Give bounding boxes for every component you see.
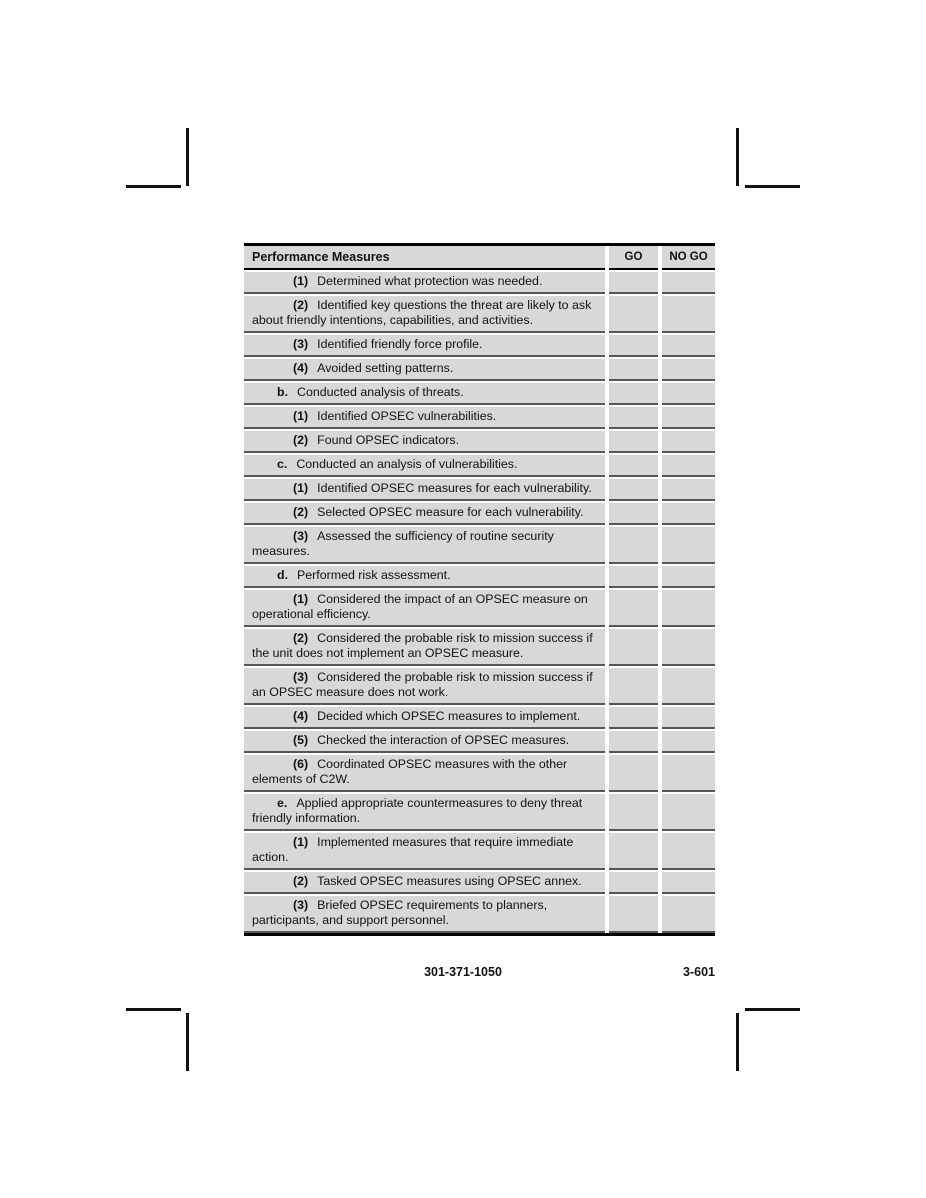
measure-text: Considered the probable risk to mission success if an OPSEC measure does not work. — [252, 670, 593, 699]
table-row — [244, 455, 715, 477]
measure-cell — [244, 629, 605, 666]
measure-text: Implemented measures that require immediate action. — [252, 835, 574, 864]
measure-cell — [244, 707, 605, 729]
measure-text: Identified key questions the threat are likely to ask about friendly intentions, capabilities, and activities. — [252, 298, 592, 327]
no-go-cell — [662, 872, 715, 894]
measure-text: Considered the probable risk to mission success if the unit does not implement an OPSEC measure. — [252, 631, 593, 660]
measure-prefix: (3) — [293, 670, 309, 684]
measure-text: Identified friendly force profile. — [317, 337, 483, 351]
measure-prefix: (1) — [293, 592, 309, 606]
no-go-cell — [662, 629, 715, 666]
table-row — [244, 359, 715, 381]
no-go-cell — [662, 794, 715, 831]
no-go-cell — [662, 527, 715, 564]
measure-text: Selected OPSEC measure for each vulnerability. — [317, 505, 584, 519]
go-cell — [609, 359, 658, 381]
measure-cell — [244, 383, 605, 405]
table-row — [244, 731, 715, 753]
measure-cell — [244, 479, 605, 501]
no-go-cell — [662, 272, 715, 294]
measure-cell — [244, 755, 605, 792]
measure-cell — [244, 503, 605, 525]
go-cell — [609, 755, 658, 792]
measure-prefix: b. — [277, 385, 289, 399]
measure-text: Identified OPSEC measures for each vulnerability. — [317, 481, 592, 495]
measure-prefix: (2) — [293, 874, 309, 888]
measure-cell — [244, 668, 605, 705]
measure-text: Avoided setting patterns. — [317, 361, 454, 375]
table-row — [244, 668, 715, 705]
measure-prefix: (1) — [293, 481, 309, 495]
measure-text: Determined what protection was needed. — [317, 274, 543, 288]
go-cell — [609, 407, 658, 429]
header-measures-label: Performance Measures — [244, 246, 605, 270]
crop-mark-top-left-horizontal — [126, 185, 181, 188]
measure-prefix: (6) — [293, 757, 309, 771]
go-cell — [609, 896, 658, 933]
measure-prefix: (4) — [293, 361, 309, 375]
table-row — [244, 794, 715, 831]
measure-text: Identified OPSEC vulnerabilities. — [317, 409, 497, 423]
no-go-cell — [662, 431, 715, 453]
measure-prefix: (5) — [293, 733, 309, 747]
table-row — [244, 707, 715, 729]
measure-prefix: (3) — [293, 529, 309, 543]
measure-text: Applied appropriate countermeasures to deny threat friendly information. — [252, 796, 583, 825]
table-row — [244, 590, 715, 627]
performance-measures-table — [244, 243, 715, 936]
table-row — [244, 479, 715, 501]
no-go-cell — [662, 755, 715, 792]
no-go-cell — [662, 455, 715, 477]
measure-prefix: d. — [277, 568, 289, 582]
table-row — [244, 872, 715, 894]
table-row — [244, 503, 715, 525]
go-cell — [609, 383, 658, 405]
go-cell — [609, 872, 658, 894]
go-cell — [609, 479, 658, 501]
measure-prefix: (2) — [293, 631, 309, 645]
measure-prefix: (2) — [293, 298, 309, 312]
measure-text: Assessed the sufficiency of routine security measures. — [252, 529, 554, 558]
table-row — [244, 755, 715, 792]
go-cell — [609, 503, 658, 525]
no-go-cell — [662, 383, 715, 405]
go-cell — [609, 629, 658, 666]
no-go-cell — [662, 590, 715, 627]
measure-text: Coordinated OPSEC measures with the other elements of C2W. — [252, 757, 568, 786]
crop-mark-top-right-horizontal — [745, 185, 800, 188]
go-cell — [609, 833, 658, 870]
measure-cell — [244, 833, 605, 870]
go-cell — [609, 272, 658, 294]
measure-cell — [244, 407, 605, 429]
measure-text: Briefed OPSEC requirements to planners, participants, and support personnel. — [252, 898, 548, 927]
measure-cell — [244, 527, 605, 564]
crop-mark-top-left-vertical — [186, 128, 189, 186]
go-cell — [609, 527, 658, 564]
footer-task-number: 301-371-1050 — [424, 965, 502, 979]
no-go-cell — [662, 833, 715, 870]
footer-page-number: 3-601 — [683, 965, 715, 979]
go-cell — [609, 455, 658, 477]
go-cell — [609, 296, 658, 333]
no-go-cell — [662, 503, 715, 525]
crop-mark-bottom-left-horizontal — [126, 1008, 181, 1011]
no-go-cell — [662, 479, 715, 501]
measure-prefix: (4) — [293, 709, 309, 723]
measure-cell — [244, 359, 605, 381]
measure-cell — [244, 794, 605, 831]
measure-prefix: (2) — [293, 505, 309, 519]
measure-cell — [244, 590, 605, 627]
crop-mark-bottom-left-vertical — [186, 1013, 189, 1071]
go-cell — [609, 335, 658, 357]
measure-cell — [244, 431, 605, 453]
table-row — [244, 383, 715, 405]
no-go-cell — [662, 707, 715, 729]
measure-cell — [244, 455, 605, 477]
header-go-label: GO — [609, 246, 658, 270]
go-cell — [609, 707, 658, 729]
table-row — [244, 629, 715, 666]
measure-text: Tasked OPSEC measures using OPSEC annex. — [317, 874, 582, 888]
measure-prefix: (1) — [293, 274, 309, 288]
table-row — [244, 272, 715, 294]
header-no-go-label: NO GO — [662, 246, 715, 270]
measure-text: Checked the interaction of OPSEC measures. — [317, 733, 570, 747]
crop-mark-bottom-right-vertical — [736, 1013, 739, 1071]
go-cell — [609, 566, 658, 588]
table-row — [244, 296, 715, 333]
table-row — [244, 566, 715, 588]
go-cell — [609, 731, 658, 753]
go-cell — [609, 590, 658, 627]
measure-cell — [244, 335, 605, 357]
table-row — [244, 896, 715, 933]
measure-text: Performed risk assessment. — [297, 568, 451, 582]
measure-cell — [244, 872, 605, 894]
measure-cell — [244, 566, 605, 588]
measure-prefix: e. — [277, 796, 288, 810]
measure-prefix: (1) — [293, 835, 309, 849]
table-row — [244, 407, 715, 429]
table-row — [244, 335, 715, 357]
crop-mark-top-right-vertical — [736, 128, 739, 186]
no-go-cell — [662, 359, 715, 381]
no-go-cell — [662, 668, 715, 705]
crop-mark-bottom-right-horizontal — [745, 1008, 800, 1011]
measure-text: Considered the impact of an OPSEC measure on operational efficiency. — [252, 592, 588, 621]
no-go-cell — [662, 731, 715, 753]
measure-prefix: (3) — [293, 898, 309, 912]
go-cell — [609, 794, 658, 831]
measure-text: Found OPSEC indicators. — [317, 433, 460, 447]
measure-cell — [244, 896, 605, 933]
go-cell — [609, 431, 658, 453]
no-go-cell — [662, 335, 715, 357]
measure-prefix: c. — [277, 457, 288, 471]
measure-text: Decided which OPSEC measures to implement. — [317, 709, 581, 723]
table-row — [244, 833, 715, 870]
table-row — [244, 431, 715, 453]
measure-text: Conducted analysis of threats. — [297, 385, 464, 399]
table-header-row — [244, 246, 715, 270]
measure-text: Conducted an analysis of vulnerabilities. — [296, 457, 518, 471]
measure-cell — [244, 296, 605, 333]
no-go-cell — [662, 896, 715, 933]
measure-cell — [244, 731, 605, 753]
measure-prefix: (3) — [293, 337, 309, 351]
no-go-cell — [662, 296, 715, 333]
no-go-cell — [662, 407, 715, 429]
measure-prefix: (2) — [293, 433, 309, 447]
measure-prefix: (1) — [293, 409, 309, 423]
measure-cell — [244, 272, 605, 294]
go-cell — [609, 668, 658, 705]
table-row — [244, 527, 715, 564]
no-go-cell — [662, 566, 715, 588]
